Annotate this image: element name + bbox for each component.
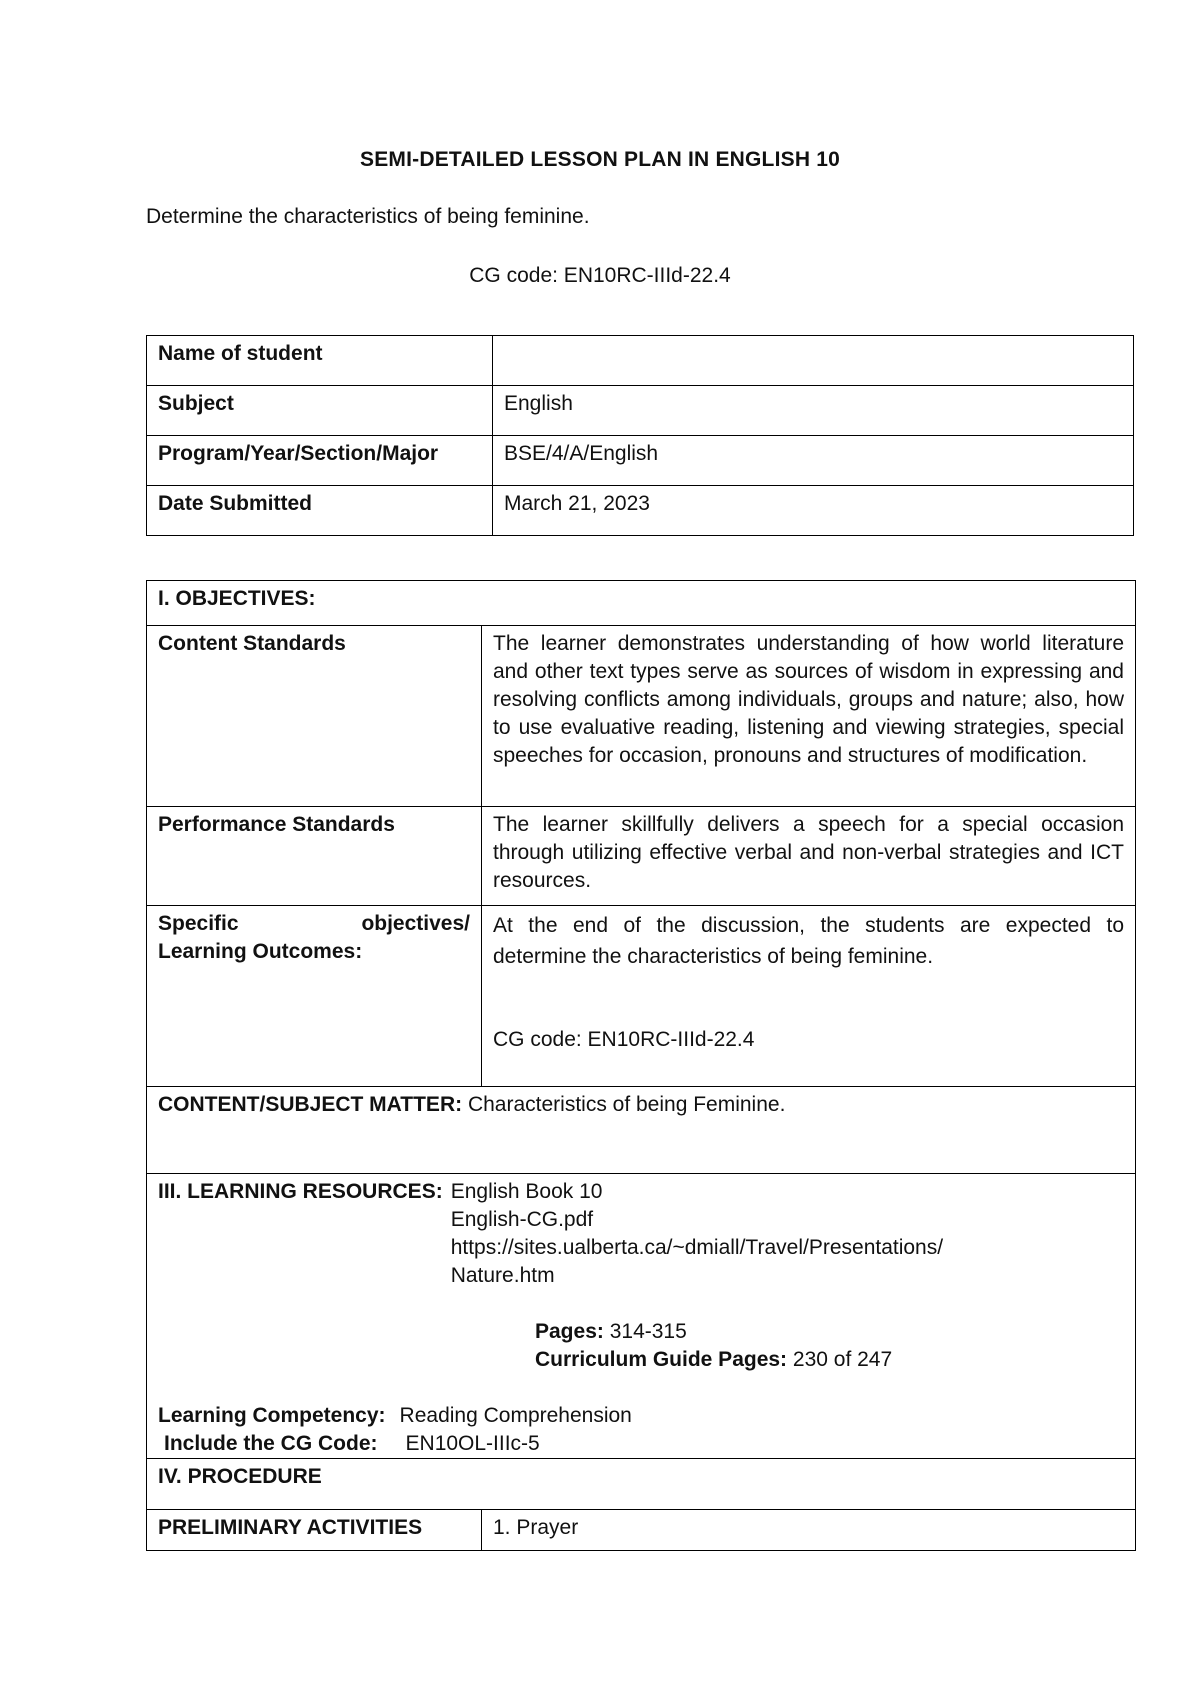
info-value-program: BSE/4/A/English	[493, 436, 1134, 486]
lesson-plan-table	[146, 580, 1136, 1551]
specific-objectives-line1	[158, 910, 470, 938]
table-row	[147, 1174, 1136, 1459]
info-label-date: Date Submitted	[147, 486, 493, 536]
procedure-header: IV. PROCEDURE	[147, 1459, 1136, 1510]
table-row	[147, 1510, 1136, 1551]
learning-resources-row	[158, 1178, 1124, 1290]
table-row	[147, 386, 1134, 436]
learning-resources-label: III. LEARNING RESOURCES:	[158, 1180, 443, 1203]
performance-standards-label: Performance Standards	[147, 807, 482, 906]
subject-matter-value: Characteristics of being Feminine.	[462, 1093, 786, 1116]
table-row	[147, 906, 1136, 1087]
info-label-name: Name of student	[147, 336, 493, 386]
competency-value: Reading Comprehension	[399, 1404, 632, 1427]
subject-matter-cell	[147, 1087, 1136, 1174]
pages-label: Pages:	[535, 1320, 604, 1343]
table-row	[147, 1087, 1136, 1174]
cg-code-entry-line	[158, 1430, 1124, 1458]
content-standards-label: Content Standards	[147, 626, 482, 807]
cg-code-line: CG code: EN10RC-IIId-22.4	[469, 264, 731, 287]
cg-pages-label: Curriculum Guide Pages:	[535, 1348, 788, 1371]
list-item: https://sites.ualberta.ca/~dmiall/Travel/Presentations/	[450, 1236, 944, 1259]
document-title: SEMI-DETAILED LESSON PLAN IN ENGLISH 10	[360, 148, 840, 171]
table-row	[147, 581, 1136, 626]
specific-objectives-text: At the end of the discussion, the students are expected to determine the characteristics of being feminine.	[493, 914, 1124, 968]
performance-standards-text: The learner skillfully delivers a speech for a special occasion through utilizing effective verbal and non-verbal strategies and ICT resources.	[482, 807, 1136, 906]
pages-line	[535, 1318, 1124, 1346]
list-item: English Book 10	[450, 1180, 603, 1203]
cg-code-entry-label: Include the CG Code:	[164, 1432, 378, 1455]
objective-statement: Determine the characteristics of being feminine.	[146, 205, 590, 228]
specific-objectives-cell	[482, 906, 1136, 1087]
list-item: Nature.htm	[450, 1264, 555, 1287]
objectives-word: objectives/	[361, 912, 470, 935]
objectives-header: I. OBJECTIVES:	[147, 581, 1136, 626]
student-info-table	[146, 335, 1134, 536]
table-row	[147, 336, 1134, 386]
info-value-subject: English	[493, 386, 1134, 436]
specific-word: Specific	[158, 912, 239, 935]
preliminary-label: PRELIMINARY ACTIVITIES	[147, 1510, 482, 1551]
competency-line	[158, 1402, 1124, 1430]
info-label-subject: Subject	[147, 386, 493, 436]
specific-objectives-cg-code: CG code: EN10RC-IIId-22.4	[493, 1028, 755, 1051]
pages-block	[158, 1318, 1124, 1374]
preliminary-value: 1. Prayer	[482, 1510, 1136, 1551]
list-item: English-CG.pdf	[450, 1208, 594, 1231]
table-row	[147, 486, 1134, 536]
table-row	[147, 436, 1134, 486]
learning-resources-cell	[147, 1174, 1136, 1459]
table-row	[147, 626, 1136, 807]
content-standards-text: The learner demonstrates understanding of how world literature and other text types serve as sources of wisdom in expressing and resolving conflicts among individuals, groups and nature; also, how to use evaluative reading, listening and viewing strategies, special speeches for occasion, pronouns and structures of modification.	[482, 626, 1136, 807]
info-value-date: March 21, 2023	[493, 486, 1134, 536]
specific-objectives-label	[147, 906, 482, 1087]
learning-resources-list	[443, 1178, 943, 1290]
table-row	[147, 1459, 1136, 1510]
competency-block	[158, 1402, 1124, 1458]
pages-value: 314-315	[603, 1320, 687, 1343]
subject-matter-label: CONTENT/SUBJECT MATTER:	[158, 1093, 463, 1116]
info-label-program: Program/Year/Section/Major	[147, 436, 493, 486]
cg-code-entry-value: EN10OL-IIIc-5	[405, 1432, 540, 1455]
learning-outcomes-word: Learning Outcomes:	[158, 940, 363, 963]
info-value-name	[493, 336, 1134, 386]
table-row	[147, 807, 1136, 906]
competency-label: Learning Competency:	[158, 1404, 386, 1427]
cg-pages-line	[535, 1346, 1124, 1374]
cg-pages-value: 230 of 247	[787, 1348, 893, 1371]
